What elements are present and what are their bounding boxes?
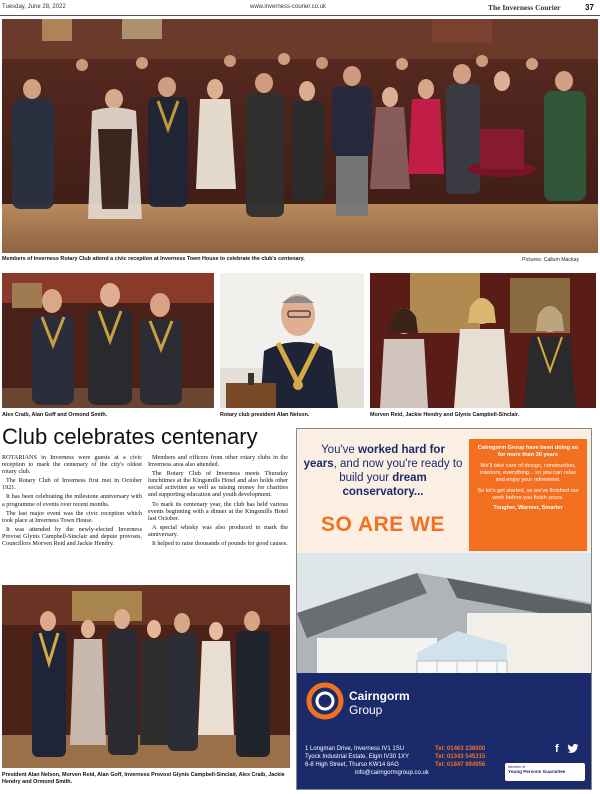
article-paragraph: ROTARIANS in Inverness were guests at a civic reception to mark the centenary of the city's oldest rotary club. (2, 454, 142, 476)
photo-credit: Pictures: Callum Mackay (522, 257, 580, 263)
ad-side-tagline: Tougher, Warmer, Smarter (493, 505, 563, 511)
article-paragraph: To mark its centenary year, the club has held various events beginning with a dinner at the Kingsmills Hotel last October. (148, 500, 288, 522)
article-column-1 (2, 454, 142, 549)
address: 6-8 High Street, Thurso KW14 8AG (305, 762, 399, 768)
badge-small: Member of (508, 765, 526, 769)
contact-row (305, 761, 505, 769)
cairngorm-advert (296, 428, 592, 790)
masthead-paper: The Inverness Courier (488, 3, 561, 12)
facebook-icon[interactable]: f (555, 743, 559, 755)
masthead (0, 0, 600, 16)
article-paragraph: The Rotary Club of Inverness meets Thursday lunchtimes at the Kingsmills Hotel and also holds other social activities as well as raising money for charities and supporting education and youth development. (148, 470, 288, 499)
contact-row (305, 745, 505, 753)
ad-headline-bold2: dream conservatory... (342, 472, 427, 498)
twitter-icon[interactable] (567, 744, 579, 754)
address: Tyock Industrial Estate, Elgin IV30 1XY (305, 754, 410, 760)
ad-headline (303, 443, 463, 499)
president-photo (220, 273, 364, 408)
ad-side-bold: Cairngorm Group have been doing so for more than 30 years (477, 445, 579, 458)
ad-contacts (305, 745, 505, 777)
young-persons-badge (505, 763, 585, 781)
masthead-date: Tuesday, June 28, 2022 (2, 4, 66, 10)
article-headline: Club celebrates centenary (2, 424, 258, 449)
ad-headline-bold1: worked hard for years (303, 444, 445, 470)
ad-headline-mid: , and now you're ready to build your (333, 458, 463, 484)
address: 1 Longman Drive, Inverness IV1 1SU (305, 746, 405, 752)
ad-slogan: SO ARE WE (321, 513, 445, 536)
article-paragraph: It was attended by the newly-elected Inverness Provost Glynis Campbell-Sinclair and depute provosts, Councillors Morven Reid and Jackie Hendry. (2, 525, 142, 548)
badge-label: Young Persons Guarantee (508, 769, 566, 774)
ad-side-panel (469, 439, 587, 551)
ad-side-text2: So let's get started, so we've finished our work before you finish yours. (477, 488, 579, 501)
cairngorm-swirl-icon (305, 681, 345, 721)
phone: Tel: 01463 238000 (435, 746, 486, 752)
left-trio-photo (2, 273, 214, 408)
ad-email[interactable]: info@cairngormgroup.co.uk (355, 770, 429, 776)
article-paragraph: A special whisky was also produced to mark the anniversary. (148, 523, 288, 538)
phone: Tel: 01847 894956 (435, 762, 486, 768)
main-group-photo (2, 19, 598, 253)
main-photo-caption: Members of Inverness Rotary Club attend a civic reception at Inverness Town House to celebrate the club's centenary. (2, 256, 305, 262)
article-paragraph: It has been celebrating the milestone anniversary with a programme of events over recent months. (2, 493, 142, 508)
article-paragraph: Members and officers from other rotary clubs in the Inverness area also attended. (148, 454, 288, 469)
page-number: 37 (585, 3, 594, 12)
article-paragraph: It helped to raise thousands of pounds for good causes. (152, 540, 288, 548)
logo-sub: Group (349, 703, 383, 717)
right-photo-caption: Morven Reid, Jackie Hendry and Glynis Campbell-Sinclair. (370, 412, 520, 418)
bottom-photo-caption: President Alan Nelson, Morven Reid, Alan Goff, Inverness Provost Glynis Campbell-Sinclair, Alex Craib, Jackie Hendry and Ormond Smith. (2, 772, 285, 785)
ad-side-text: We'll take care of design, construction, interiors, everything... so you can relax and enjoy your retirement. (480, 463, 576, 483)
left-photo-caption: Alex Craib, Alan Goff and Ormond Smith. (2, 412, 108, 418)
contact-row (305, 753, 505, 761)
article-paragraph: The Rotary Club of Inverness first met in October 1921. (2, 477, 142, 492)
masthead-url: www.inverness-courier.co.uk (250, 4, 327, 10)
middle-photo-caption: Rotary club president Alan Nelson. (220, 412, 310, 418)
bottom-group-photo (2, 585, 290, 768)
article-column-2 (148, 454, 288, 549)
article-paragraph: The last major event was the civic reception which took place at Inverness Town House. (2, 509, 142, 524)
ad-headline-pre: You've (321, 444, 359, 456)
right-trio-photo (370, 273, 596, 408)
cairngorm-logo (305, 681, 425, 731)
logo-name: Cairngorm (349, 689, 410, 703)
phone: Tel: 01343 545315 (435, 754, 486, 760)
